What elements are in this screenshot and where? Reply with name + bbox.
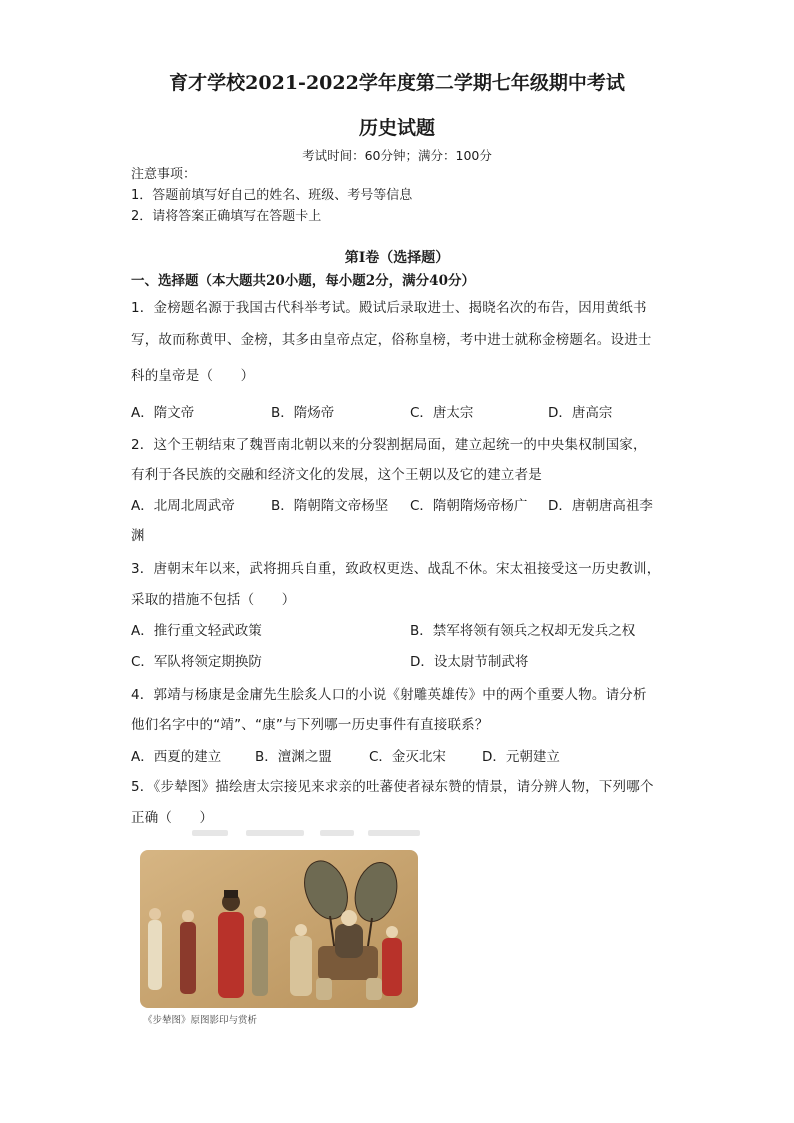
maid-figure xyxy=(366,978,382,1000)
question-4-option-d: D．元朝建立 xyxy=(482,749,560,765)
notes-heading: 注意事项： xyxy=(131,167,197,182)
question-1-line: 写，故而称黄甲、金榜，其多由皇帝点定，俗称皇榜，考中进士就称金榜题名。设进士 xyxy=(131,332,652,348)
exam-subject: 历史试题 xyxy=(358,117,435,139)
emperor-head xyxy=(341,910,357,926)
note-item: 2．请将答案正确填写在答题卡上 xyxy=(131,209,322,224)
exam-info: 考试时间：60分钟；满分：100分 xyxy=(302,148,492,163)
question-1-option-d: D．唐高宗 xyxy=(548,405,613,421)
painting-svg xyxy=(140,850,418,1008)
question-2-option-c: C．隋朝隋炀帝杨广 xyxy=(410,498,528,514)
question-3-line: 采取的措施不包括（ ） xyxy=(131,592,296,608)
question-1-line: 1．金榜题名源于我国古代科举考试。殿试后录取进士、揭晓名次的布告，因用黄纸书 xyxy=(131,300,647,316)
question-3-line: 3．唐朝末年以来，武将拥兵自重，致政权更迭、战乱不休。宋太祖接受这一历史教训， xyxy=(131,561,661,577)
note-item: 1．答题前填写好自己的姓名、班级、考号等信息 xyxy=(131,188,413,203)
question-5-line: 正确（ ） xyxy=(131,810,214,826)
scan-artifact xyxy=(246,830,304,836)
question-4-option-b: B．澶渊之盟 xyxy=(255,749,332,765)
question-2-line: 2．这个王朝结束了魏晋南北朝以来的分裂割据局面，建立起统一的中央集权制国家， xyxy=(131,437,647,453)
question-4-option-c: C．金灭北宋 xyxy=(369,749,446,765)
question-2-option-d-wrap: 渊 xyxy=(131,528,145,544)
question-2-option-a: A．北周北周武帝 xyxy=(131,498,235,514)
question-2-line: 有利于各民族的交融和经济文化的发展，这个王朝以及它的建立者是 xyxy=(131,467,542,483)
maid-figure xyxy=(290,936,312,996)
question-1-line: 科的皇帝是（ ） xyxy=(131,368,255,384)
attendant-figure xyxy=(252,918,268,996)
part-title: 一、选择题（本大题共20小题，每小题2分，满分40分） xyxy=(131,273,475,289)
official-head xyxy=(149,908,161,920)
bunian-painting-image xyxy=(140,850,418,1008)
question-1-option-a: A．隋文帝 xyxy=(131,405,195,421)
maid-head xyxy=(386,926,398,938)
maid-figure xyxy=(382,938,402,996)
question-5-line: 5．《步辇图》描绘唐太宗接见来求亲的吐蕃使者禄东赞的情景，请分辨人物，下列哪个 xyxy=(131,779,654,795)
question-4-line: 他们名字中的“靖”、“康”与下列哪一历史事件有直接联系？ xyxy=(131,717,489,733)
red-robed-hat xyxy=(224,890,238,898)
maid-head xyxy=(295,924,307,936)
question-2-option-d: D．唐朝唐高祖李 xyxy=(548,498,653,514)
section-title: 第I卷（选择题） xyxy=(344,250,450,266)
scan-artifact xyxy=(368,830,420,836)
question-3-option-d: D．设太尉节制武将 xyxy=(410,654,529,670)
official-figure xyxy=(148,920,162,990)
question-2-option-b: B．隋朝隋文帝杨坚 xyxy=(271,498,389,514)
question-1-option-c: C．唐太宗 xyxy=(410,405,474,421)
question-3-option-c: C．军队将领定期换防 xyxy=(131,654,262,670)
red-robed-figure xyxy=(218,912,244,998)
maid-figure xyxy=(316,978,332,1000)
question-1-option-b: B．隋炀帝 xyxy=(271,405,335,421)
painting-caption: 《步辇图》原图影印与赏析 xyxy=(143,1015,258,1026)
question-4-option-a: A．西夏的建立 xyxy=(131,749,222,765)
question-3-option-b: B．禁军将领有领兵之权却无发兵之权 xyxy=(410,623,636,639)
exam-title: 育才学校2021-2022学年度第二学期七年级期中考试 xyxy=(169,72,625,94)
emperor-figure xyxy=(335,924,363,958)
official-figure xyxy=(180,922,196,994)
official-head xyxy=(182,910,194,922)
question-4-line: 4．郭靖与杨康是金庸先生脍炙人口的小说《射雕英雄传》中的两个重要人物。请分析 xyxy=(131,687,647,703)
attendant-head xyxy=(254,906,266,918)
question-3-option-a: A．推行重文轻武政策 xyxy=(131,623,262,639)
scan-artifact xyxy=(320,830,354,836)
scan-artifact xyxy=(192,830,228,836)
